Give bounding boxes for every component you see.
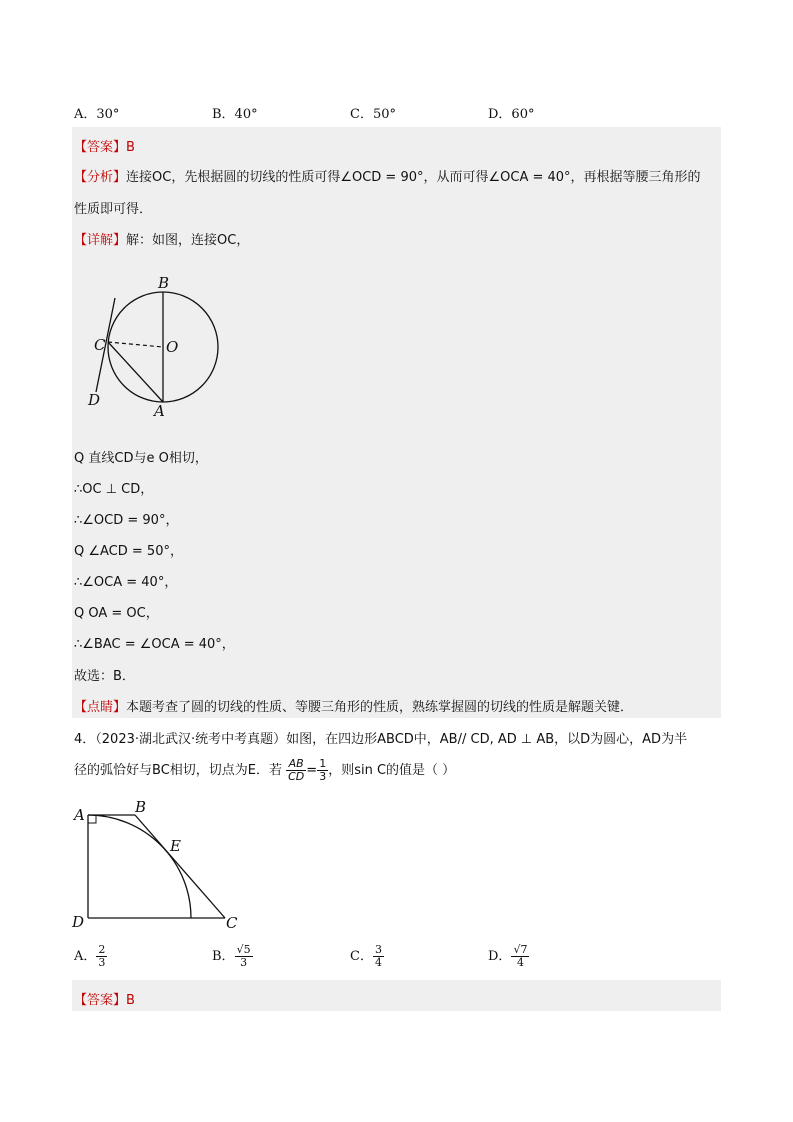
comment-label: 【点睛】 xyxy=(74,700,127,715)
step-7: ∴∠BAC = ∠OCA = 40°， xyxy=(74,637,235,652)
q4-option-d-num: √7 xyxy=(513,943,528,956)
step-6: Q OA = OC， xyxy=(74,606,159,621)
ratio-val-num: 1 xyxy=(319,757,327,770)
detail-label: 【详解】 xyxy=(74,233,127,248)
answer-label: 【答案】 xyxy=(74,140,127,155)
ratio-fraction xyxy=(286,758,306,783)
label-e: E xyxy=(170,837,181,855)
analysis-line xyxy=(74,166,701,185)
q4-option-c-letter: C． xyxy=(350,949,373,964)
label-a: A xyxy=(154,402,165,420)
quadrilateral-figure xyxy=(70,798,245,933)
q4-option-a-frac xyxy=(96,944,107,969)
q4-option-d xyxy=(488,944,529,969)
q4-option-c xyxy=(350,944,384,969)
chord-ca xyxy=(108,342,163,402)
step-5: ∴∠OCA = 40°， xyxy=(74,575,178,590)
option-c: C．50° xyxy=(350,107,396,122)
q4-option-b-frac xyxy=(235,944,253,969)
comment-line xyxy=(74,696,633,715)
q4-option-c-frac xyxy=(373,944,384,969)
q4-stem-part-a: 径的弧恰好与BC相切，切点为E．若 xyxy=(74,763,282,778)
q4-option-a-letter: A． xyxy=(74,949,97,964)
circle-figure xyxy=(84,270,234,420)
analysis-text-2: 性质即可得． xyxy=(74,202,153,217)
q4-answer-block xyxy=(72,980,721,1011)
q4-answer-line xyxy=(74,989,135,1008)
solution-block xyxy=(72,127,721,718)
detail-text: 解：如图，连接OC， xyxy=(126,233,250,248)
label-c: C xyxy=(94,336,106,354)
label-d: D xyxy=(72,913,85,931)
analysis-label: 【分析】 xyxy=(74,170,127,185)
ratio-value xyxy=(317,758,328,783)
label-b: B xyxy=(135,798,147,816)
step-3: ∴∠OCD = 90°， xyxy=(74,513,179,528)
step-1: Q 直线CD与e O相切， xyxy=(74,451,208,466)
q4-option-d-frac xyxy=(511,944,529,969)
answer-line xyxy=(74,136,135,155)
step-2: ∴OC ⊥ CD， xyxy=(74,482,154,497)
label-a: A xyxy=(74,806,85,824)
q4-option-b-letter: B． xyxy=(212,949,235,964)
q4-answer-value: B xyxy=(126,993,135,1008)
option-a: A．30° xyxy=(74,107,120,122)
ratio-val-den: 3 xyxy=(319,770,327,783)
answer-value: B xyxy=(126,140,135,155)
label-b: B xyxy=(158,274,170,292)
right-angle-mark xyxy=(88,815,96,823)
q4-option-a-den: 3 xyxy=(98,956,106,969)
ratio-den: CD xyxy=(288,770,305,783)
q4-stem-part-b: ，则sin C的值是（ ） xyxy=(328,763,456,778)
q4-answer-label: 【答案】 xyxy=(74,993,127,1008)
q4-option-c-num: 3 xyxy=(374,943,382,956)
q4-option-b-num: √5 xyxy=(236,943,251,956)
q4-option-a-num: 2 xyxy=(98,943,106,956)
arc-ae xyxy=(88,815,191,918)
comment-text: 本题考查了圆的切线的性质、等腰三角形的性质，熟练掌握圆的切线的性质是解题关键． xyxy=(126,700,634,715)
label-d: D xyxy=(88,391,101,409)
q4-option-b-den: 3 xyxy=(240,956,248,969)
q4-option-c-den: 4 xyxy=(374,956,382,969)
label-c: C xyxy=(226,914,238,932)
label-o: O xyxy=(166,338,179,356)
q4-stem-line1: 4．（2023·湖北武汉·统考中考真题）如图，在四边形ABCD中，AB// CD, AD ⊥ AB，以D为圆心，AD为半 xyxy=(74,732,688,747)
analysis-text: 连接OC，先根据圆的切线的性质可得∠OCD = 90°，从而可得∠OCA = 40°，再根据等腰三角形的 xyxy=(126,170,701,185)
option-d: D．60° xyxy=(488,107,535,122)
ratio-num: AB xyxy=(286,758,306,771)
q4-option-b xyxy=(212,944,253,969)
detail-line xyxy=(74,229,249,248)
q4-option-a xyxy=(74,944,107,969)
q4-option-d-den: 4 xyxy=(516,956,524,969)
ratio-eq: = xyxy=(306,763,318,778)
radius-oc xyxy=(108,342,163,347)
segment-bc xyxy=(135,815,225,918)
q4-stem-line2 xyxy=(74,758,455,783)
q4-option-d-letter: D． xyxy=(488,949,512,964)
option-b: B．40° xyxy=(212,107,258,122)
step-4: Q ∠ACD = 50°， xyxy=(74,544,183,559)
choose-line: 故选：B． xyxy=(74,669,135,684)
